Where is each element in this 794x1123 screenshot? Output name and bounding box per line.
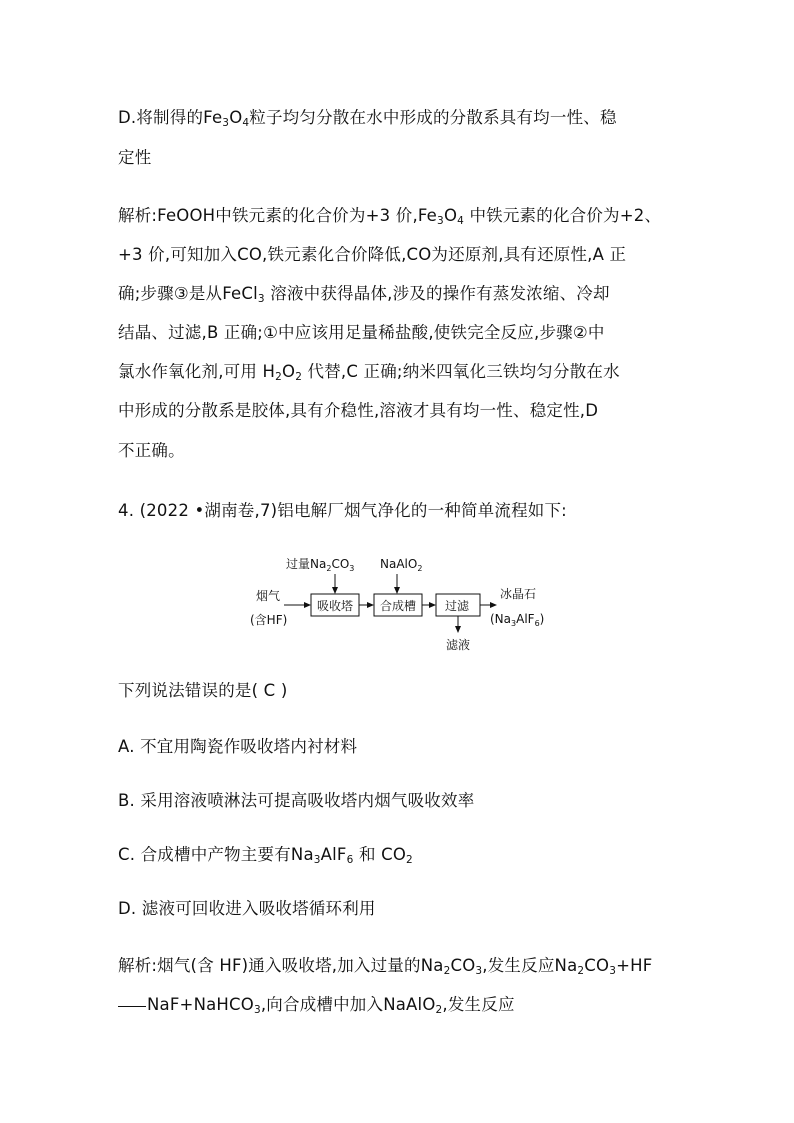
- flow-input-label: 烟气: [256, 589, 281, 603]
- analysis3-line1: 解析:FeOOH中铁元素的化合价为+3 价$,Fe_3O_4$ 中铁元素的化合价为+2、: [118, 206, 662, 227]
- option-a: A. 不宜用陶瓷作吸收塔内衬材料: [118, 737, 358, 756]
- analysis3-line2: +3 价,可知加入CO,铁元素化合价降低,CO为还原剂,具有还原性,A 正: [118, 245, 627, 264]
- flow-input-note: (含HF): [250, 613, 288, 627]
- analysis3-line6: 中形成的分散系是胶体,具有介稳性,溶液才具有均一性、稳定性,D: [118, 401, 599, 420]
- option-c: C. 合成槽中产物主要有$Na_3AlF_6$ 和 $CO_2$: [118, 845, 413, 866]
- analysis3-line5: 氯水作氧化剂,可用 $H_2O_2$ 代替,C 正确;纳米四氧化三铁均匀分散在水: [118, 362, 620, 383]
- absorber-label: 吸收塔: [317, 599, 354, 613]
- flow-output-label: 冰晶石: [500, 587, 537, 601]
- flow-reagent1: 过量$Na_2CO_3$: [286, 557, 355, 573]
- filter-label: 过滤: [445, 599, 470, 613]
- option-d-previous-line1: D.将制得的$Fe_3O_4$粒子均匀分散在水中形成的分散系具有均一性、稳: [118, 108, 617, 129]
- option-d-previous-line2: 定性: [118, 148, 152, 167]
- flowchart: [244, 548, 564, 660]
- filtrate-label: 滤液: [446, 638, 471, 652]
- equation-equals-bar: [118, 1006, 146, 1007]
- analysis3-line7: 不正确。: [118, 441, 185, 460]
- flow-output-note: $(Na_3AlF_6)$: [490, 612, 545, 628]
- analysis4-line1: 解析:烟气(含 HF)通入吸收塔,加入过量的$Na_2CO_3$,发生反应$Na_2CO_3+HF$: [118, 956, 653, 977]
- synthesizer-label: 合成槽: [380, 599, 417, 613]
- flow-reagent2: NaAlO$_2$: [380, 557, 423, 573]
- question4-prompt: 下列说法错误的是( C ): [118, 681, 288, 700]
- option-d: D. 滤液可回收进入吸收塔循环利用: [118, 899, 376, 918]
- analysis3-line3: 确;步骤③是从FeCl$_3$ 溶液中获得晶体,涉及的操作有蒸发浓缩、冷却: [118, 284, 610, 305]
- analysis3-line4: 结晶、过滤,B 正确;①中应该用足量稀盐酸,使铁完全反应,步骤②中: [118, 323, 605, 342]
- question4-stem: 4. (2022 •湖南卷,7)铝电解厂烟气净化的一种简单流程如下:: [118, 501, 567, 520]
- option-b: B. 采用溶液喷淋法可提高吸收塔内烟气吸收效率: [118, 791, 475, 810]
- analysis4-line2: NaF+NaHCO$_3$,向合成槽中加入NaAlO$_2$,发生反应: [118, 994, 515, 1016]
